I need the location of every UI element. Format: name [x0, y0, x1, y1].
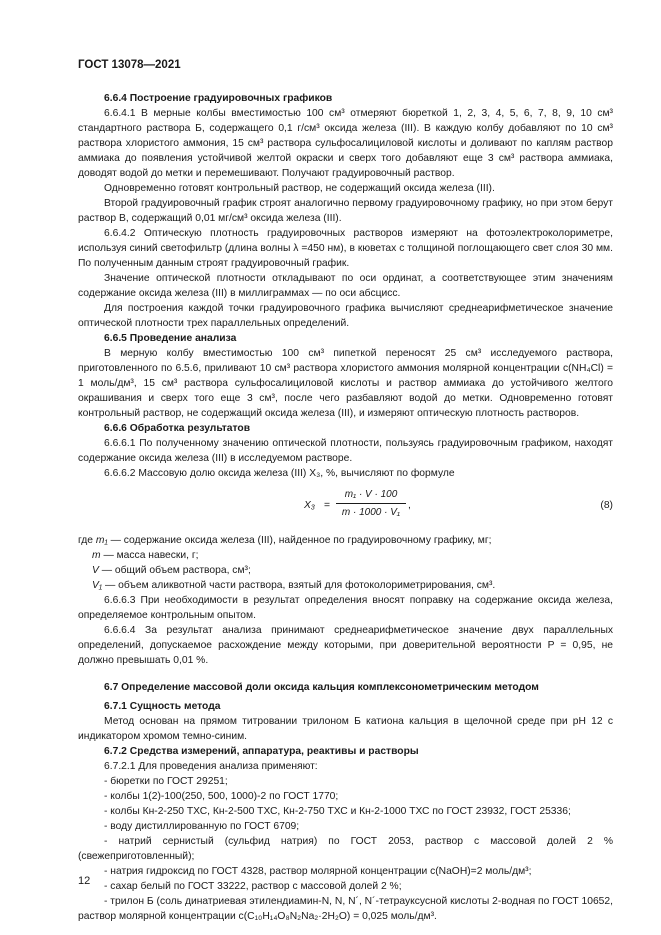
section-title-6-7-1: 6.7.1 Сущность метода: [104, 701, 221, 712]
section-title-6-6-5: 6.6.5 Проведение анализа: [104, 333, 237, 344]
section-title-6-7-2: 6.7.2 Средства измерений, аппаратура, реактивы и растворы: [104, 746, 419, 757]
where-item-v: [78, 563, 613, 578]
paragraph-6-6-6-3: 6.6.6.3 При необходимости в результат определения вносят поправку на содержание оксида железа, определяемое контрольным опытом.: [78, 595, 613, 621]
formula-comma: ,: [408, 500, 411, 511]
list-item: - трилон Б (соль динатриевая этилендиамин-N, N, N´, N´-тетрауксусной кислоты 2-водная по ГОСТ 10652, раствор молярной концентрации c(C₁₀H₁₄O₈N₂Na₂·2H₂O) = 0,025 моль/дм³.: [78, 896, 613, 922]
formula-8: [78, 485, 613, 531]
paragraph-6-7-2-1: 6.7.2.1 Для проведения анализа применяют:: [104, 761, 318, 772]
formula-fraction: [336, 487, 406, 520]
paragraph-6-6-4-2: 6.6.4.2 Оптическую плотность градуировочных растворов измеряют на фотоэлектроколориметре, используя синий светофильтр (длина волны λ =450 нм), в кюветах с толщиной поглощающего свет слоя 30 мм. По полученным данным строят градуировочный график.: [78, 228, 613, 269]
formula-numerator: m₁ · V · 100: [336, 487, 406, 504]
list-item: - колбы 1(2)-100(250, 500, 1000)-2 по ГОСТ 1770;: [104, 791, 339, 802]
where-item-v1: [78, 578, 613, 593]
paragraph-6-6-6-2: 6.6.6.2 Массовую долю оксида железа (III) X₃, %, вычисляют по формуле: [104, 468, 455, 479]
paragraph-control-solution: Одновременно готовят контрольный раствор, не содержащий оксида железа (III).: [104, 183, 495, 194]
where-text: — общий объем раствора, см³;: [98, 565, 251, 576]
paragraph-6-6-6-1: 6.6.6.1 По полученному значению оптической плотности, пользуясь градуировочным графиком, находят содержание оксида железа (III) в исследуемом растворе.: [78, 438, 613, 464]
section-title-6-7: 6.7 Определение массовой доли оксида кальция комплексонометрическим методом: [104, 682, 539, 693]
paragraph-6-6-6-4: 6.6.6.4 За результат анализа принимают среднеарифметическое значение двух параллельных определений, допускаемое расхождение между которыми, при доверительной вероятности P = 0,95, не должно превышать 0,01 %.: [78, 625, 613, 666]
where-item-m: [78, 548, 613, 563]
formula-number: (8): [600, 500, 613, 511]
paragraph-6-6-5-part2: c(NH₄Cl) = 1 моль/дм³, 15 см³ раствора сульфосалициловой кислоты и раствор аммиака до устойчивого желтого окрашивания и сверх того еще 3 см³, после чего разбавляют водой до метки. Одновременно готовят контрольный раствор, не содержащий оксида железа (III), и измеряют оптическую плотность растворов.: [78, 363, 613, 419]
formula-equals: =: [324, 500, 331, 511]
section-title-6-6-6: 6.6.6 Обработка результатов: [104, 423, 251, 434]
list-item: - бюретки по ГОСТ 29251;: [104, 776, 228, 787]
where-text: — масса навески, г;: [100, 550, 199, 561]
paragraph-6-6-5-part1: В мерную колбу вместимостью 100 см³ пипеткой переносят 25 см³ исследуемого раствора, приготовленного по 6.5.6, приливают 10 см³ раствора хлористого аммония молярной концентрации: [78, 348, 613, 374]
paragraph-6-6-4-1: 6.6.4.1 В мерные колбы вместимостью 100 см³ отмеряют бюреткой 1, 2, 3, 4, 5, 6, 7, 8, 9, 10 см³ стандартного раствора Б, содержащего 0,1 г/см³ оксида железа (III). В каждую колбу добавляют по 10 см³ раствора хлористого аммония, 15 см³ раствора сульфосалициловой кислоты и доливают по каплям раствор аммиака до появления устойчивой желтой окраски и сверх того добавляют еще 3 см³ раствора аммиака, доводят водой до метки и перемешивают. Получают градуировочный раствор.: [78, 108, 613, 179]
list-item: - натрия гидроксид по ГОСТ 4328, раствор молярной концентрации c(NaOH)=2 моль/дм³;: [104, 866, 532, 877]
list-item: - натрий сернистый (сульфид натрия) по ГОСТ 2053, раствор с массовой долей 2 % (свежеприготовленный);: [78, 836, 613, 862]
paragraph-6-6-5: [78, 346, 613, 421]
list-item: - колбы Кн-2-250 ТХС, Кн-2-500 ТХС, Кн-2-750 ТХС и Кн-2-1000 ТХС по ГОСТ 23932, ГОСТ 25336;: [104, 806, 571, 817]
where-item-m1: [78, 533, 613, 548]
where-symbol: m: [92, 550, 101, 561]
section-title-6-6-4: 6.6.4 Построение градуировочных графиков: [104, 93, 333, 104]
where-text: — объем аликвотной части раствора, взятый для фотоколориметрирования, см³.: [102, 580, 496, 591]
page-number: 12: [78, 875, 91, 887]
paragraph-axes: Значение оптической плотности откладывают по оси ординат, а соответствующее этим значениям содержание оксида железа (III) в миллиграммах — по оси абсцисс.: [78, 273, 613, 299]
paragraph-graph-points: Для построения каждой точки градуировочного графика вычисляют среднеарифметическое значение оптической плотности трех параллельных определений.: [78, 303, 613, 329]
list-item: - сахар белый по ГОСТ 33222, раствор с массовой долей 2 %;: [104, 881, 402, 892]
document-body: [78, 91, 613, 924]
formula-lhs: X₃: [304, 500, 315, 511]
list-item: - воду дистиллированную по ГОСТ 6709;: [104, 821, 300, 832]
where-text: — содержание оксида железа (III), найденное по градуировочному графику, мг;: [107, 535, 492, 546]
where-symbol: m₁: [95, 535, 108, 546]
where-symbol: V₁: [92, 580, 103, 591]
document-header-code: ГОСТ 13078—2021: [78, 59, 181, 71]
paragraph-second-graph: Второй градуировочный график строят аналогично первому градуировочному графику, но при этом берут раствор В, содержащий 0,01 мг/см³ оксида железа (III).: [78, 198, 613, 224]
formula-denominator: m · 1000 · V₁: [341, 507, 401, 518]
where-lead: где: [78, 535, 96, 546]
where-symbol: V: [92, 565, 99, 576]
paragraph-6-7-1: Метод основан на прямом титровании трилоном Б катиона кальция в щелочной среде при рН 12 с индикатором хромом темно-синим.: [78, 716, 613, 742]
